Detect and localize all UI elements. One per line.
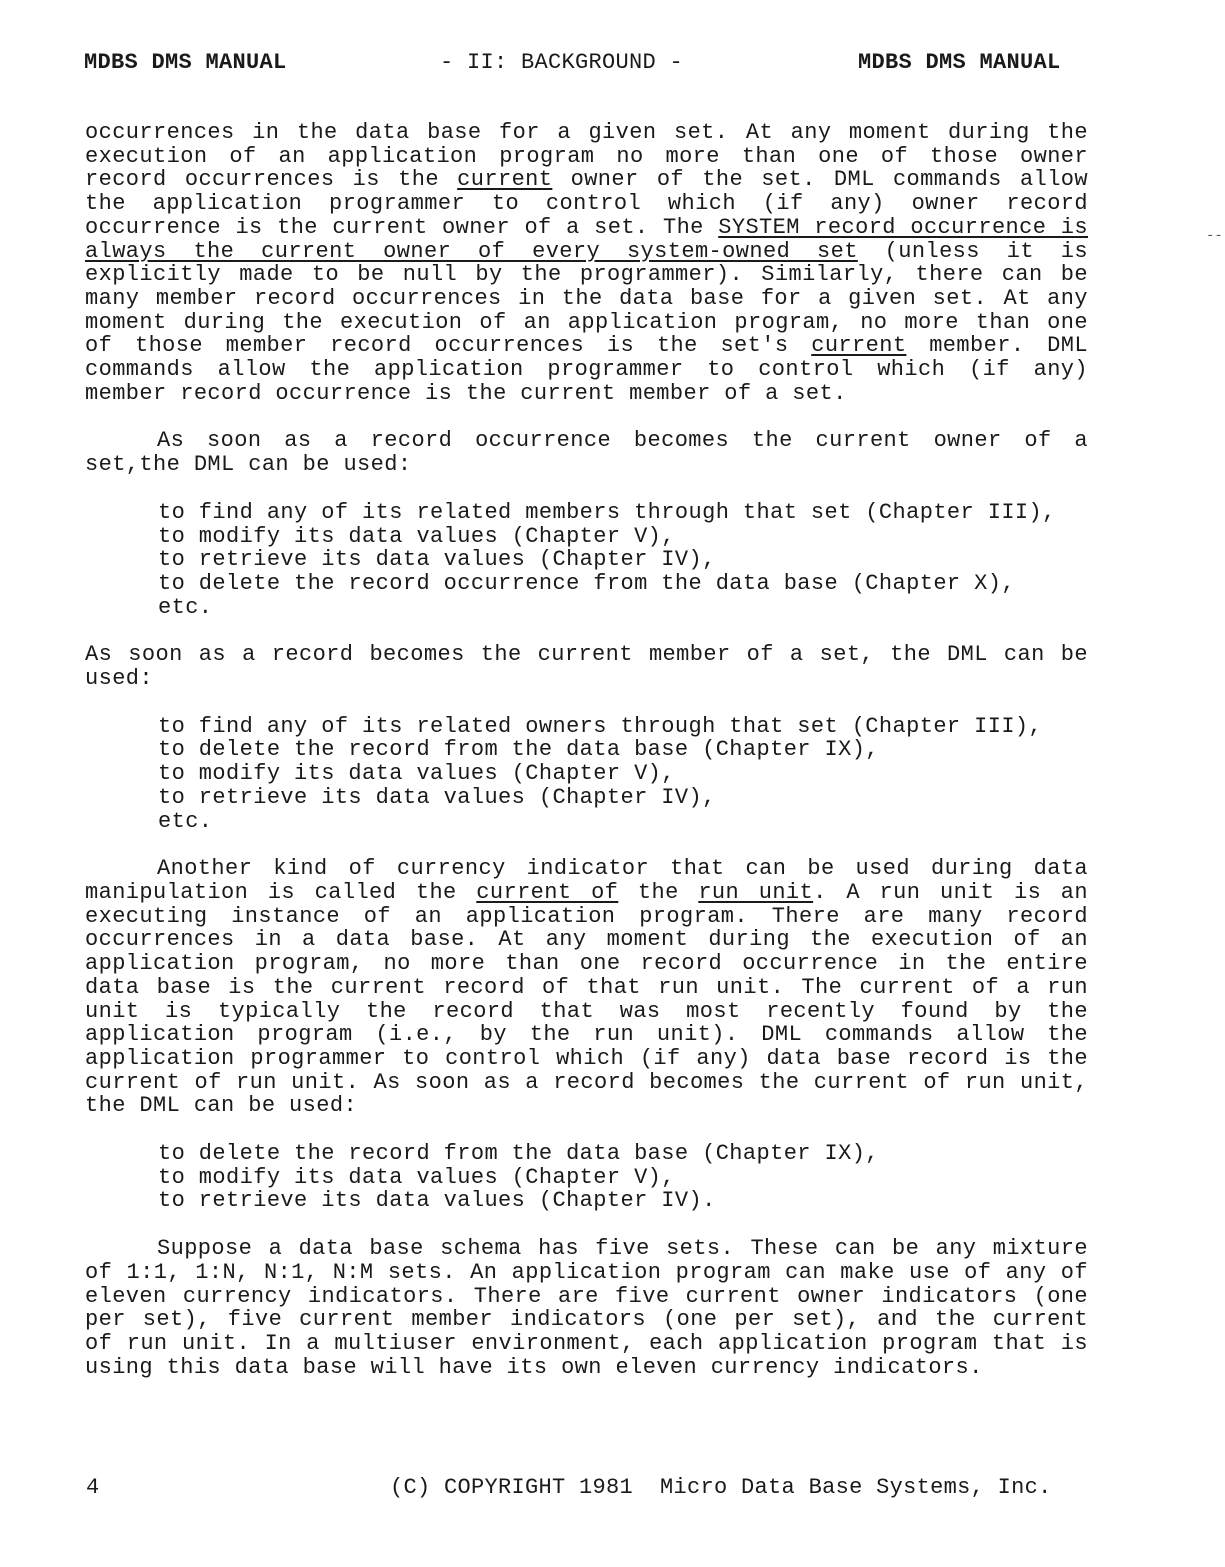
list-item: to retrieve its data values (Chapter IV). (158, 1188, 716, 1214)
list-item: to find any of its related members through that set (Chapter III), (158, 499, 1056, 525)
text-run: . A run unit is an executing instance of an application program. There are many record occurrences in a data base. At any moment during the execution of an application program, no more than one record occurrence in the entire data base is the current record of that run unit. The current of a run unit is typically the record that was most recently found by the application program (i.e., by the run unit). DML commands allow the application programmer to control which (if any) data base record is the current of run unit. As soon as a record becomes the current of run unit, the DML can be used: (85, 879, 1088, 1119)
text-run: occurrences in the data base for a given set. At any moment during the execution of an application program no more than one of those owner record occurrences is the (85, 120, 1088, 193)
run-unit-uses-list (158, 1142, 1088, 1213)
list-item: etc. (158, 808, 213, 834)
header-right-title: MDBS DMS MANUAL (858, 50, 1061, 75)
list-item: to delete the record from the data base (Chapter IX), (158, 1141, 879, 1167)
page-body (85, 121, 1088, 1379)
list-item: to delete the record occurrence from the data base (Chapter X), (158, 570, 1015, 596)
paragraph-run-unit (85, 857, 1088, 1118)
paragraph-five-sets-example: Suppose a data base schema has five sets. These can be any mixture of 1:1, 1:N, N:1, N:M sets. An application program can make use of any of eleven currency indicators. There are five current owner indicators (one per set), five current member indicators (one per set), and the current of run unit. In a multiuser environment, each application program that is using this data base will have its own eleven currency indicators. (85, 1236, 1088, 1380)
text-run: member. DML commands allow the application programmer to control which (if any) member record occurrence is the current member of a set. (85, 333, 1088, 406)
list-item: to retrieve its data values (Chapter IV), (158, 547, 716, 573)
copyright-notice: (C) COPYRIGHT 1981 Micro Data Base Systems, Inc. (390, 1475, 1052, 1500)
list-item: to modify its data values (Chapter V), (158, 1164, 675, 1190)
list-item: to modify its data values (Chapter V), (158, 523, 675, 549)
list-item: to retrieve its data values (Chapter IV), (158, 784, 716, 810)
text-run: Another kind of currency indicator that can be used during data manipulation is called the (85, 856, 1088, 905)
paragraph-currency-owner-member (85, 121, 1088, 405)
header-left-title: MDBS DMS MANUAL (84, 50, 287, 75)
header-section-title: - II: BACKGROUND - (440, 50, 684, 75)
owner-uses-list (158, 501, 1088, 620)
underlined-term: run unit (698, 879, 814, 905)
underlined-statement: SYSTEM record occurrence is always the current owner of every system-owned set (85, 214, 1089, 264)
underlined-term: current (811, 333, 907, 359)
list-item: to find any of its related owners through that set (Chapter III), (158, 713, 1043, 739)
text-run: (unless it is explicitly made to be null by the programmer). Similarly, there can be many member record occurrences in the data base for a given set. At any moment during the execution of an application program, no more than one of those member record occurrences is the set's (85, 238, 1088, 359)
underlined-term: current (457, 167, 553, 193)
paragraph-current-member-uses: As soon as a record becomes the current member of a set, the DML can be used: (85, 642, 1088, 692)
paragraph-current-owner-uses: As soon as a record occurrence becomes the current owner of a set,the DML can be used: (85, 428, 1088, 478)
text-run: owner of the set. DML commands allow the application programmer to control which (if any) owner record occurrence is the current owner of a set. The (85, 167, 1089, 240)
text-run: the (618, 879, 699, 905)
list-item: to delete the record from the data base (Chapter IX), (158, 737, 879, 763)
margin-mark: -- (1206, 228, 1223, 244)
page-number: 4 (86, 1475, 100, 1500)
list-item: to modify its data values (Chapter V), (158, 761, 675, 787)
member-uses-list (158, 715, 1088, 834)
underlined-term: current of (476, 879, 619, 905)
list-item: etc. (158, 594, 213, 620)
